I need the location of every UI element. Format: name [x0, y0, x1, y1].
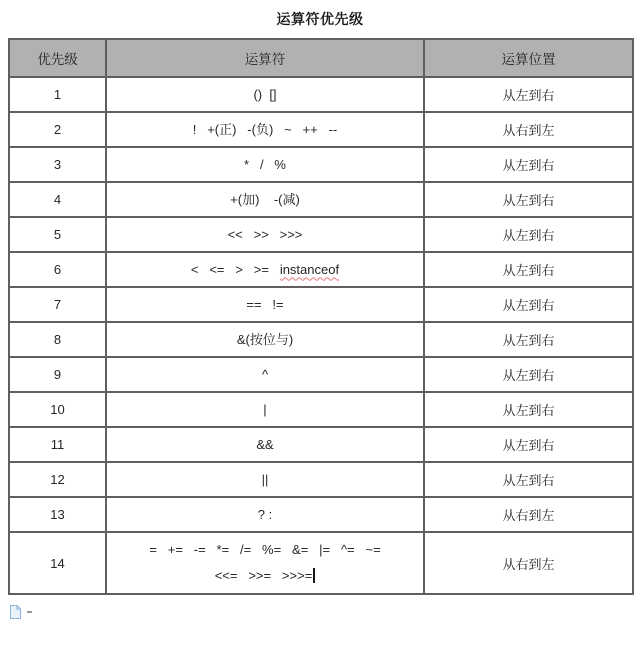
table-row [9, 217, 633, 252]
operator-line [111, 567, 419, 585]
table-row [9, 77, 633, 112]
operator-line [111, 296, 419, 314]
operator-text: () [] [253, 86, 277, 102]
direction-cell: 从右到左 [424, 112, 633, 147]
table-row [9, 287, 633, 322]
table-row [9, 252, 633, 287]
operator-text: == != [246, 296, 284, 312]
direction-cell: 从左到右 [424, 392, 633, 427]
page-title: 运算符优先级 [276, 11, 364, 27]
operator-line [111, 471, 419, 489]
table-row [9, 392, 633, 427]
paste-options-widget[interactable] [9, 604, 32, 620]
direction-cell: 从左到右 [424, 182, 633, 217]
direction-cell: 从左到右 [424, 147, 633, 182]
operator-text: ! +(正) -(负) ~ ++ -- [192, 121, 338, 137]
header-priority: 优先级 [9, 39, 106, 77]
priority-cell: 4 [9, 182, 106, 217]
table-row [9, 532, 633, 594]
operators-cell [106, 287, 424, 322]
priority-cell: 7 [9, 287, 106, 322]
table-row [9, 357, 633, 392]
header-operator: 运算符 [106, 39, 424, 77]
priority-cell: 1 [9, 77, 106, 112]
operator-line [111, 261, 419, 279]
priority-cell: 2 [9, 112, 106, 147]
operator-line [111, 121, 419, 139]
priority-cell: 11 [9, 427, 106, 462]
direction-cell: 从左到右 [424, 287, 633, 322]
direction-cell: 从左到右 [424, 462, 633, 497]
operator-line [111, 506, 419, 524]
operators-cell [106, 532, 424, 594]
priority-cell: 5 [9, 217, 106, 252]
operators-cell [106, 462, 424, 497]
priority-cell: 13 [9, 497, 106, 532]
table-row [9, 112, 633, 147]
operators-cell [106, 252, 424, 287]
table-row [9, 497, 633, 532]
operator-text: && [256, 436, 274, 452]
operator-text: | [263, 401, 267, 417]
spellcheck-flagged-text: instanceof [279, 261, 340, 277]
operator-text: ? : [257, 506, 273, 522]
operator-line [111, 401, 419, 419]
table-row [9, 322, 633, 357]
priority-cell: 8 [9, 322, 106, 357]
operator-line [111, 541, 419, 559]
operators-cell [106, 182, 424, 217]
direction-cell: 从左到右 [424, 217, 633, 252]
table-row [9, 462, 633, 497]
operator-line [111, 226, 419, 244]
operator-text: &(按位与) [236, 331, 294, 347]
priority-cell: 12 [9, 462, 106, 497]
priority-cell: 6 [9, 252, 106, 287]
table-row [9, 427, 633, 462]
operators-cell [106, 217, 424, 252]
priority-cell: 9 [9, 357, 106, 392]
operators-cell [106, 497, 424, 532]
header-direction: 运算位置 [424, 39, 633, 77]
operator-line [111, 86, 419, 104]
paste-options-dash [27, 611, 32, 613]
table-row [9, 147, 633, 182]
operators-cell [106, 427, 424, 462]
operator-text: || [261, 471, 269, 487]
operators-cell [106, 147, 424, 182]
table-row [9, 182, 633, 217]
direction-cell: 从左到右 [424, 252, 633, 287]
operator-precedence-table [8, 38, 634, 595]
priority-cell: 3 [9, 147, 106, 182]
operator-text: = += -= *= /= %= &= |= ^= ~= [149, 542, 381, 557]
direction-cell: 从左到右 [424, 322, 633, 357]
operator-text: * / % [244, 156, 286, 172]
operators-cell [106, 112, 424, 147]
operator-text: << >> >>> [227, 226, 303, 242]
operator-line [111, 366, 419, 384]
priority-cell: 14 [9, 532, 106, 594]
operator-text: ^ [261, 366, 269, 382]
priority-cell: 10 [9, 392, 106, 427]
direction-cell: 从左到右 [424, 427, 633, 462]
direction-cell: 从左到右 [424, 77, 633, 112]
operator-line [111, 331, 419, 349]
operator-line [111, 156, 419, 174]
operator-text: +(加) -(减) [230, 191, 300, 207]
operator-line [111, 191, 419, 209]
operator-line [111, 436, 419, 454]
direction-cell: 从右到左 [424, 532, 633, 594]
direction-cell: 从右到左 [424, 497, 633, 532]
operator-text: <<= >>= >>>= [214, 568, 313, 583]
operators-cell [106, 77, 424, 112]
operators-cell [106, 392, 424, 427]
operators-cell [106, 357, 424, 392]
operators-cell [106, 322, 424, 357]
text-cursor [313, 568, 315, 583]
header-row [9, 39, 633, 77]
direction-cell: 从左到右 [424, 357, 633, 392]
paste-options-icon[interactable] [9, 604, 22, 620]
operator-text: < <= > >= [190, 261, 280, 277]
